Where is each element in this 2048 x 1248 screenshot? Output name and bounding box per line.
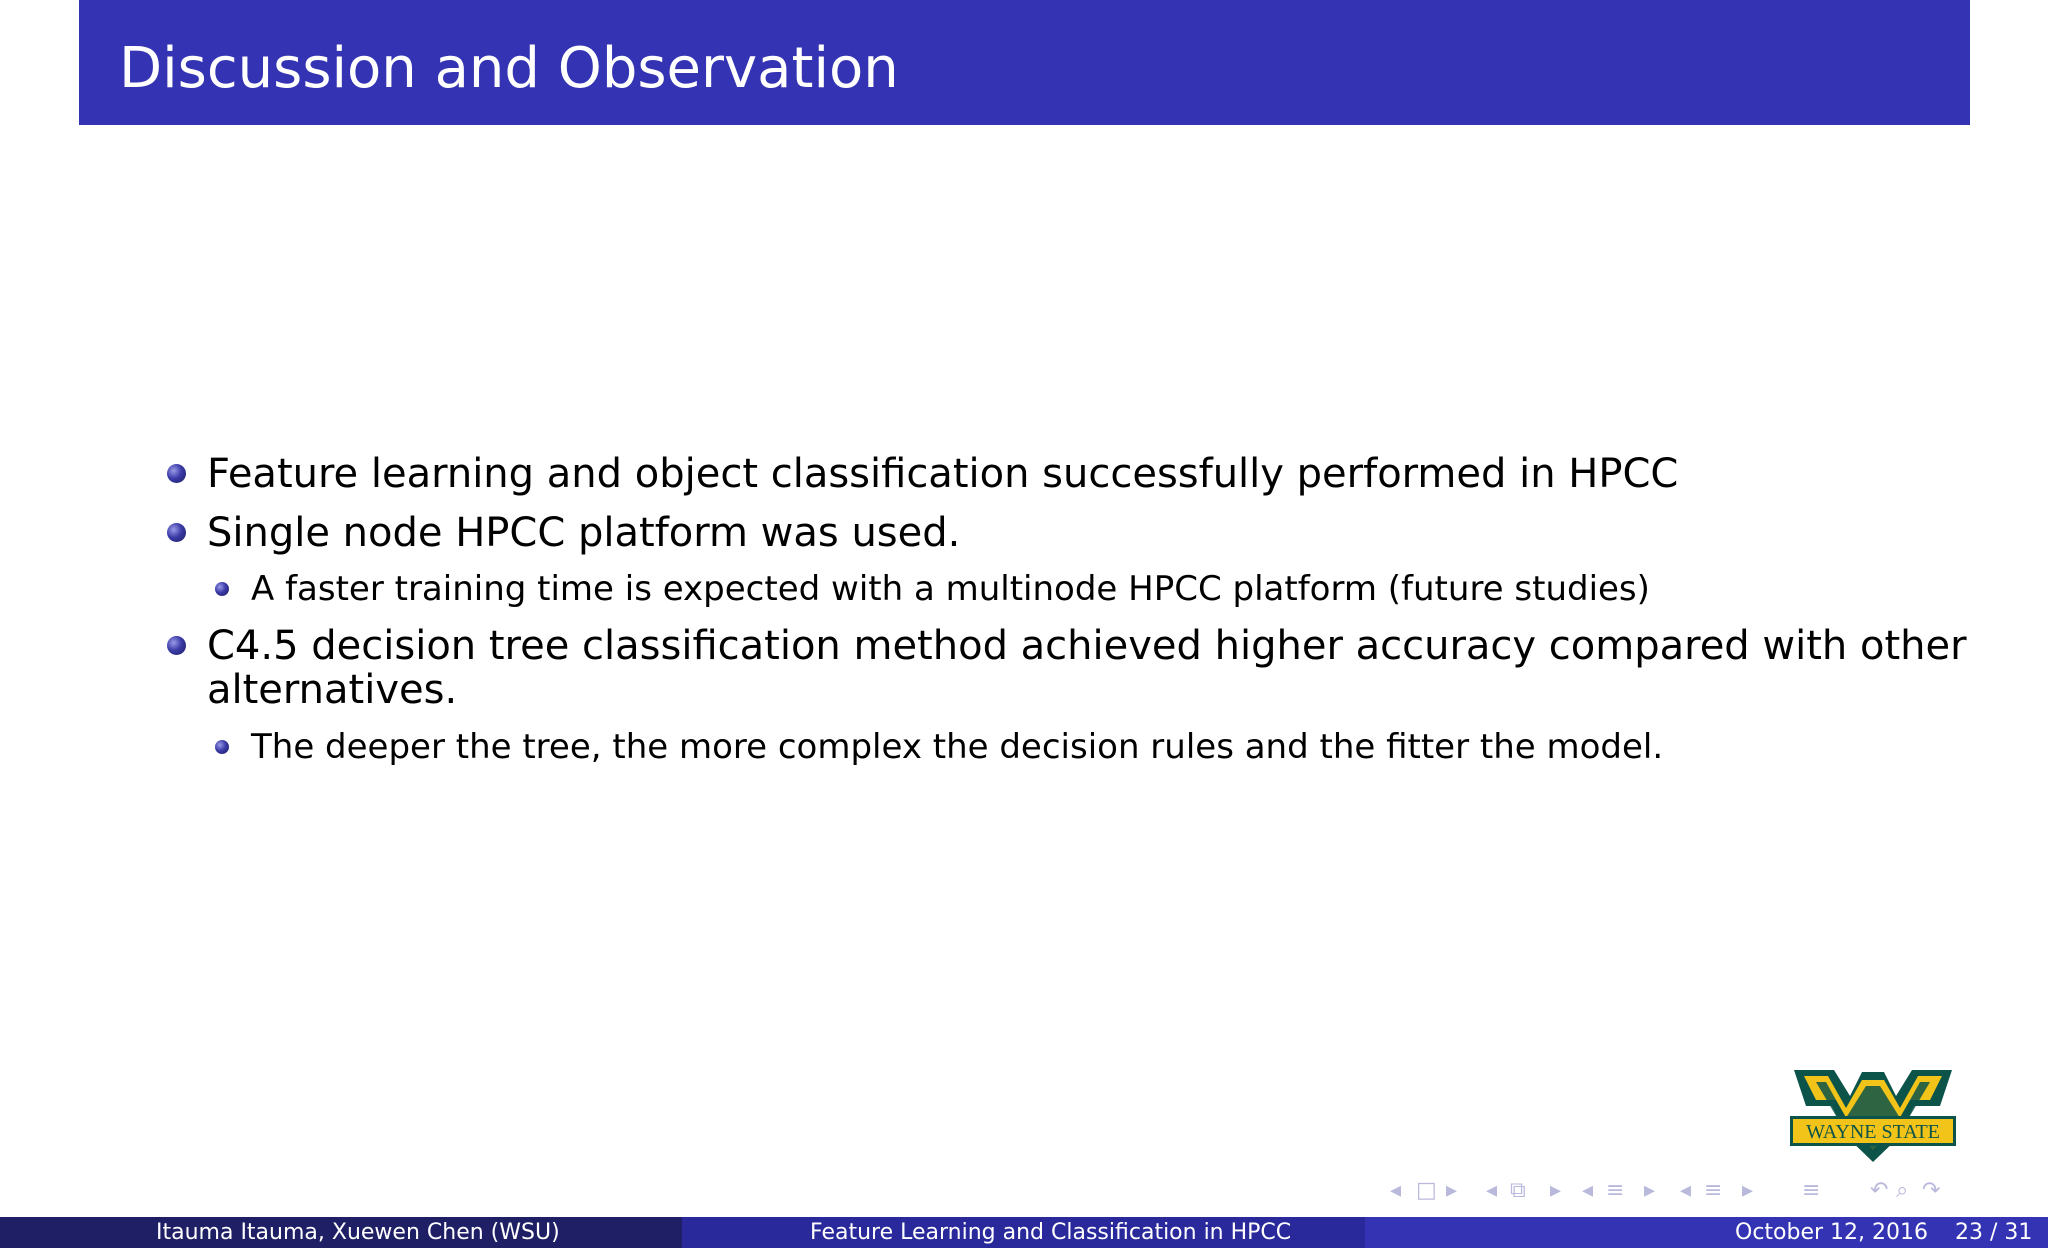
bullet-text: Single node HPCC platform was used. [207,510,961,556]
nav-arrow-left-icon[interactable]: ◂ [1390,1178,1402,1203]
footer-date-section [1365,1217,2048,1248]
nav-arrow-right-icon[interactable]: ▸ [1644,1178,1656,1203]
nav-arrow-left-icon[interactable]: ◂ [1486,1178,1498,1203]
nav-section-icon[interactable]: ≡ [1606,1178,1625,1203]
wayne-state-logo [1790,1066,1956,1168]
footer-title-section [682,1217,1365,1248]
bullet-text-continuation: alternatives. [207,667,458,713]
nav-arrow-left-icon[interactable]: ◂ [1582,1178,1594,1203]
nav-arrow-left-icon[interactable]: ◂ [1680,1178,1692,1203]
nav-subsection-icon[interactable]: ⧉ [1510,1178,1526,1203]
nav-align-icon[interactable]: ≡ [1802,1178,1821,1203]
bullet-icon [167,523,186,542]
sub-bullet-icon [215,582,229,596]
bullet-text: C4.5 decision tree classification method achieved higher accuracy compared with other [207,623,1967,669]
nav-arrow-right-icon[interactable]: ▸ [1550,1178,1562,1203]
nav-arrow-right-icon[interactable]: ▸ [1446,1178,1458,1203]
bullet-icon [167,636,186,655]
svg-text:WAYNE STATE: WAYNE STATE [1806,1121,1940,1143]
nav-search-icon[interactable]: ⌕ [1896,1178,1909,1203]
beamer-navigation [1390,1178,1950,1206]
footer-authors: Itauma Itauma, Xuewen Chen (WSU) [156,1220,560,1245]
bullet-icon [167,464,186,483]
footer-talk-title: Feature Learning and Classification in HPCC [810,1220,1292,1245]
nav-document-icon[interactable]: ≡ [1704,1178,1723,1203]
footer-page-number: 23 / 31 [1955,1220,2033,1245]
bullet-text: Feature learning and object classification successfully performed in HPCC [207,451,1679,497]
slide-title: Discussion and Observation [119,36,899,101]
sub-bullet-text: The deeper the tree, the more complex the decision rules and the fitter the model. [251,727,1664,767]
footer-date: October 12, 2016 [1735,1220,1929,1245]
footer [0,1217,2048,1248]
nav-frame-icon[interactable]: □ [1416,1178,1437,1203]
nav-redo-icon[interactable]: ↷ [1922,1178,1941,1203]
sub-bullet-text: A faster training time is expected with a multinode HPCC platform (future studies) [251,569,1650,609]
footer-authors-section [0,1217,682,1248]
nav-undo-icon[interactable]: ↶ [1870,1178,1889,1203]
sub-bullet-icon [215,740,229,754]
nav-arrow-right-icon[interactable]: ▸ [1742,1178,1754,1203]
